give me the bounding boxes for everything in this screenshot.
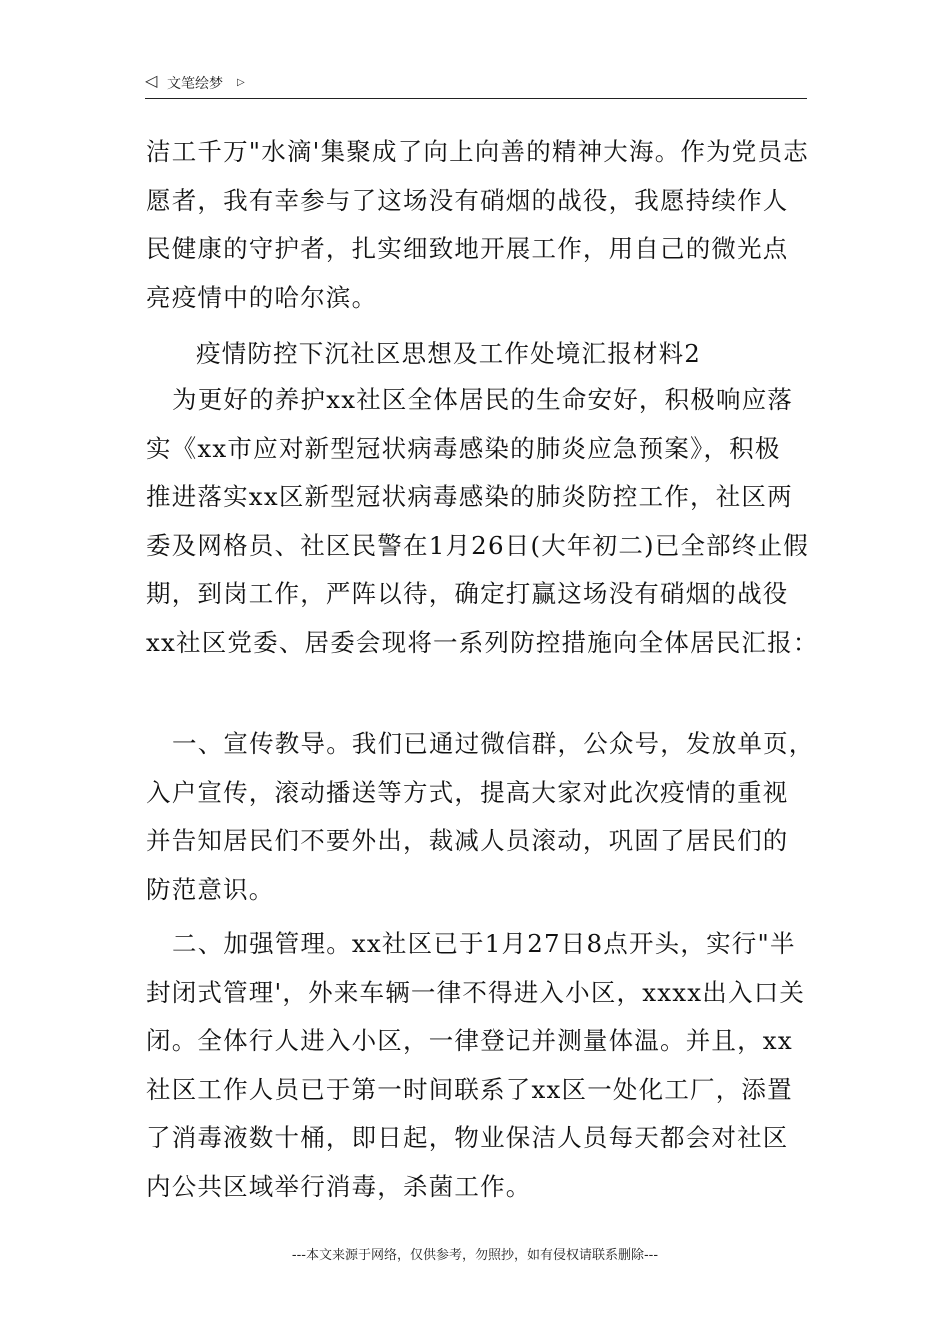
text-line: 入户宣传，滚动播送等方式，提高大家对此次疫情的重视 (146, 777, 789, 807)
paragraph-3 (146, 720, 826, 914)
text-line: xx社区党委、居委会现将一系列防控措施向全体居民汇报： (146, 627, 819, 657)
section-title (196, 330, 876, 379)
header-brand: 文笔绘梦 (167, 76, 223, 92)
text-line: 封闭式管理'，外来车辆一律不得进入小区，xxxx出入口关 (146, 977, 806, 1007)
text-line: 二、加强管理。xx社区已于1月27日8点开头，实行"半 (172, 929, 796, 958)
text-line: 委及网格员、社区民警在1月26日(大年初二)已全部终止假 (146, 530, 809, 560)
text-line: 防范意识。 (146, 874, 275, 904)
text-line: 民健康的守护者，扎实细致地开展工作，用自己的微光点 (146, 234, 789, 263)
text-line: 一、宣传教导。我们已通过微信群，公众号，发放单页， (172, 729, 815, 758)
page-header (145, 72, 807, 99)
paragraph-2 (146, 376, 826, 667)
section-title-text: 疫情防控下沉社区思想及工作处境汇报材料2 (196, 339, 702, 368)
right-triangle-icon: ▷ (237, 77, 245, 88)
text-line: 洁工千万"水滴'集聚成了向上向善的精神大海。作为党员志 (146, 137, 809, 166)
text-line: 并告知居民们不要外出，裁减人员滚动，巩固了居民们的 (146, 826, 789, 855)
text-line: 社区工作人员已于第一时间联系了xx区一处化工厂，添置 (146, 1074, 793, 1104)
text-line: 亮疫情中的哈尔滨。 (146, 282, 378, 312)
text-line: 愿者，我有幸参与了这场没有硝烟的战役，我愿持续作人 (146, 185, 789, 215)
text-line: 了消毒液数十桶，即日起，物业保洁人员每天都会对社区 (146, 1123, 789, 1152)
paragraph-4 (146, 920, 826, 1211)
page-footer: ---本文来源于网络，仅供参考，勿照抄，如有侵权请联系删除--- (291, 1248, 659, 1263)
text-line: 推进落实xx区新型冠状病毒感染的肺炎防控工作，社区两 (146, 482, 793, 511)
paragraph-1 (146, 128, 826, 322)
text-line: 期，到岗工作，严阵以待，确定打赢这场没有硝烟的战役 (146, 579, 789, 608)
left-triangle-icon: ◁ (145, 71, 158, 90)
text-line: 内公共区域举行消毒，杀菌工作。 (146, 1171, 532, 1201)
text-line: 闭。全体行人进入小区，一律登记并测量体温。并且，xx (146, 1026, 793, 1055)
text-line: 为更好的养护xx社区全体居民的生命安好，积极响应落 (172, 385, 794, 414)
text-line: 实《xx市应对新型冠状病毒感染的肺炎应急预案》，积极 (146, 433, 781, 463)
